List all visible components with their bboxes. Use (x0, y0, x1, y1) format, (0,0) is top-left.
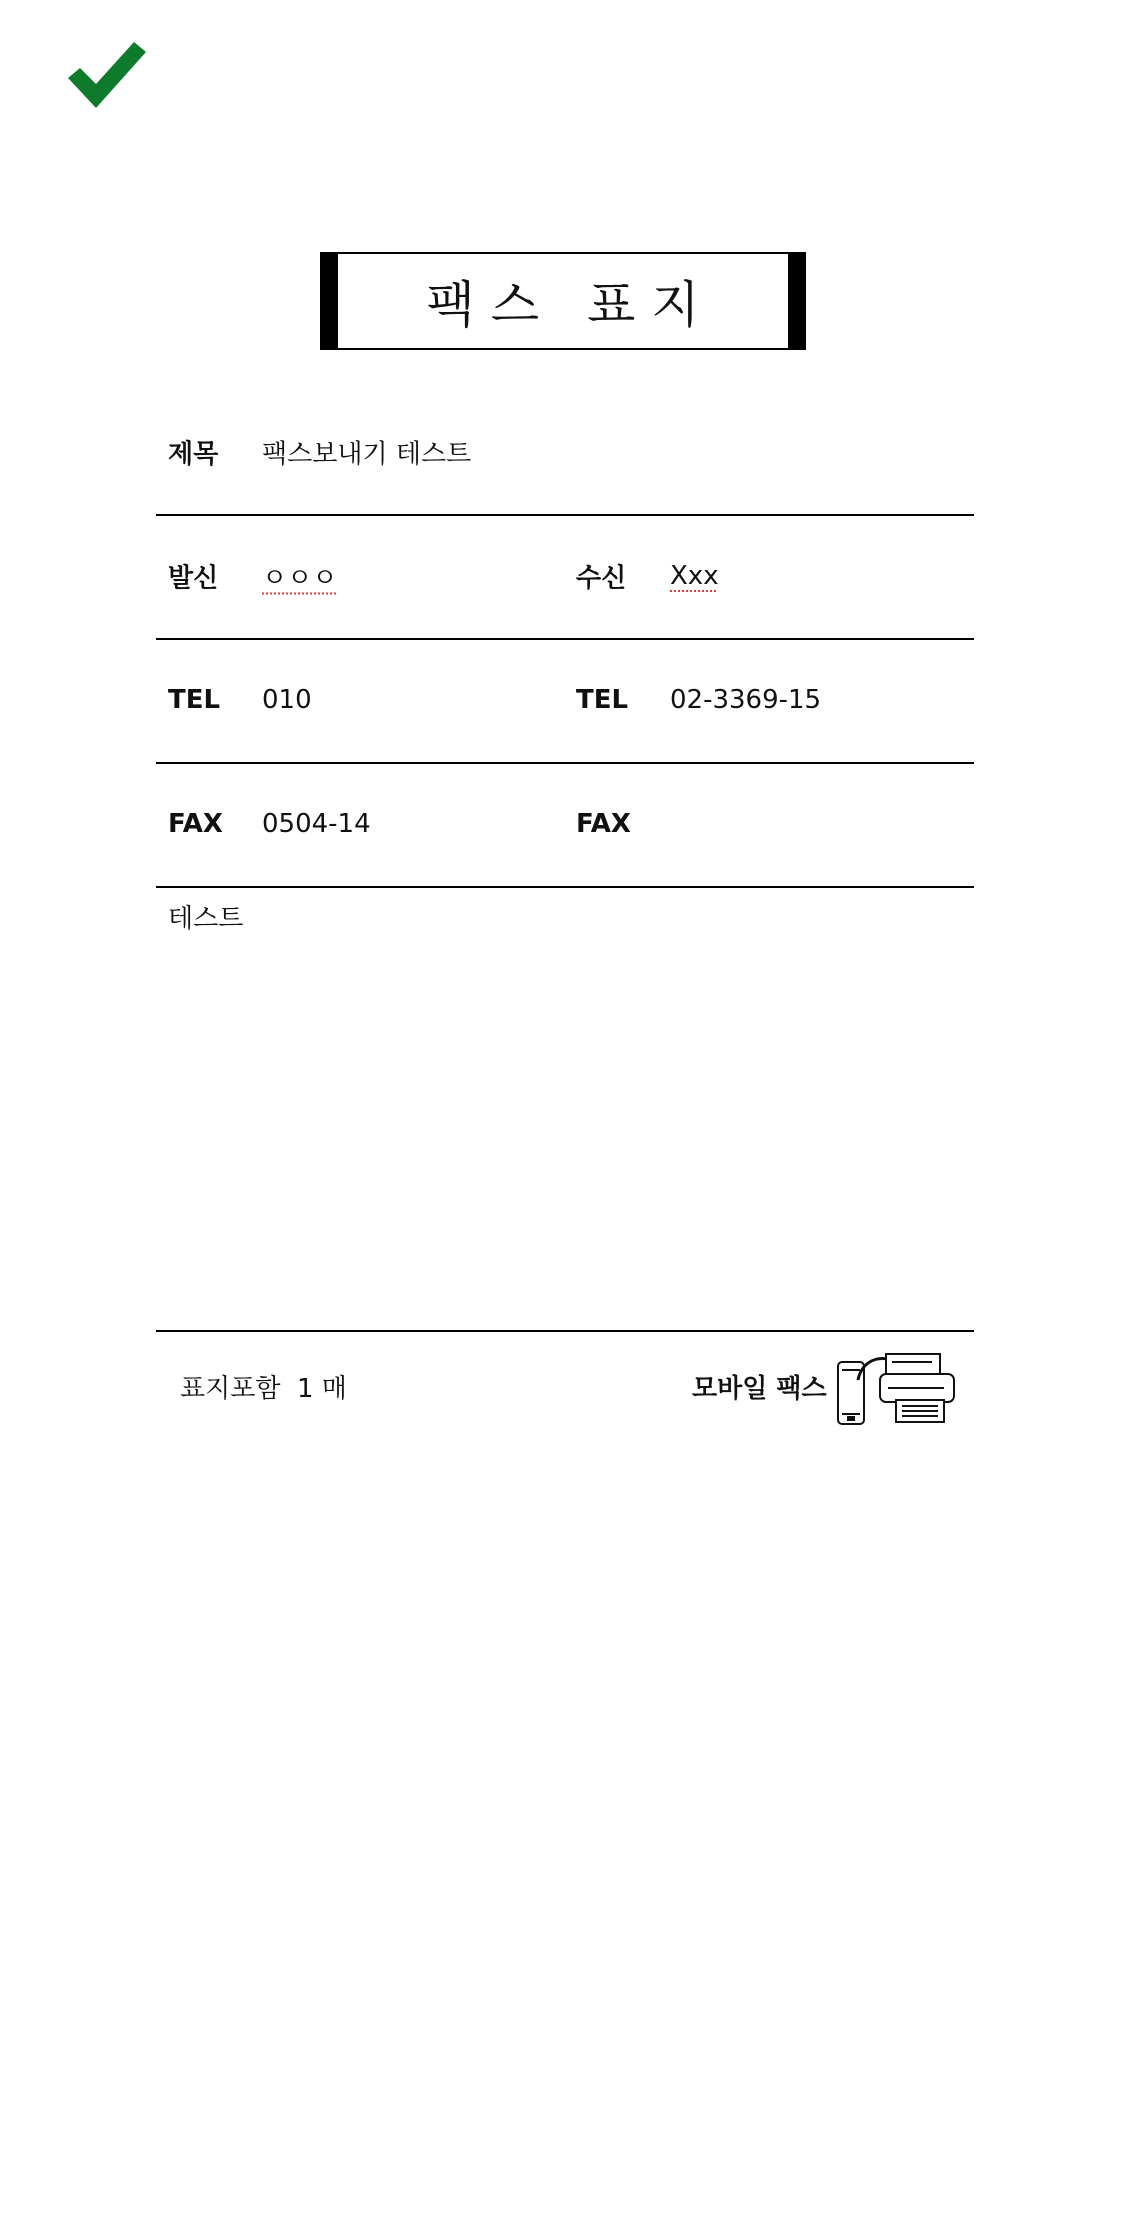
receiver-tel-label: TEL (576, 685, 629, 715)
subject-value: 팩스보내기 테스트 (262, 439, 472, 470)
receiver-tel-value: 02-3369-15 (670, 685, 822, 715)
checkmark-icon (66, 38, 148, 110)
sender-fax-value: 0504-14 (262, 809, 371, 839)
sender-tel-value: 010 (262, 685, 312, 715)
sender-fax-label: FAX (168, 809, 223, 839)
receiver-label: 수신 (576, 563, 627, 594)
cover-title: 팩스 표지 (426, 276, 716, 334)
fax-row (156, 762, 974, 888)
cover-title-box (320, 252, 806, 350)
receiver-fax-label: FAX (576, 809, 631, 839)
sender-receiver-row (156, 514, 974, 640)
mobile-to-fax-icon (836, 1350, 958, 1430)
brand-label: 모바일 팩스 (692, 1374, 827, 1404)
subject-label: 제목 (168, 439, 219, 470)
sender-value: ㅇㅇㅇ (262, 563, 338, 594)
receiver-value: Xxx (670, 561, 719, 591)
memo-text: 테스트 (168, 904, 244, 934)
sender-label: 발신 (168, 563, 219, 594)
sender-tel-label: TEL (168, 685, 221, 715)
subject-row (156, 390, 974, 516)
page-count-text: 표지포함 1 매 (180, 1374, 347, 1404)
footer-divider (156, 1330, 974, 1332)
tel-row (156, 638, 974, 764)
